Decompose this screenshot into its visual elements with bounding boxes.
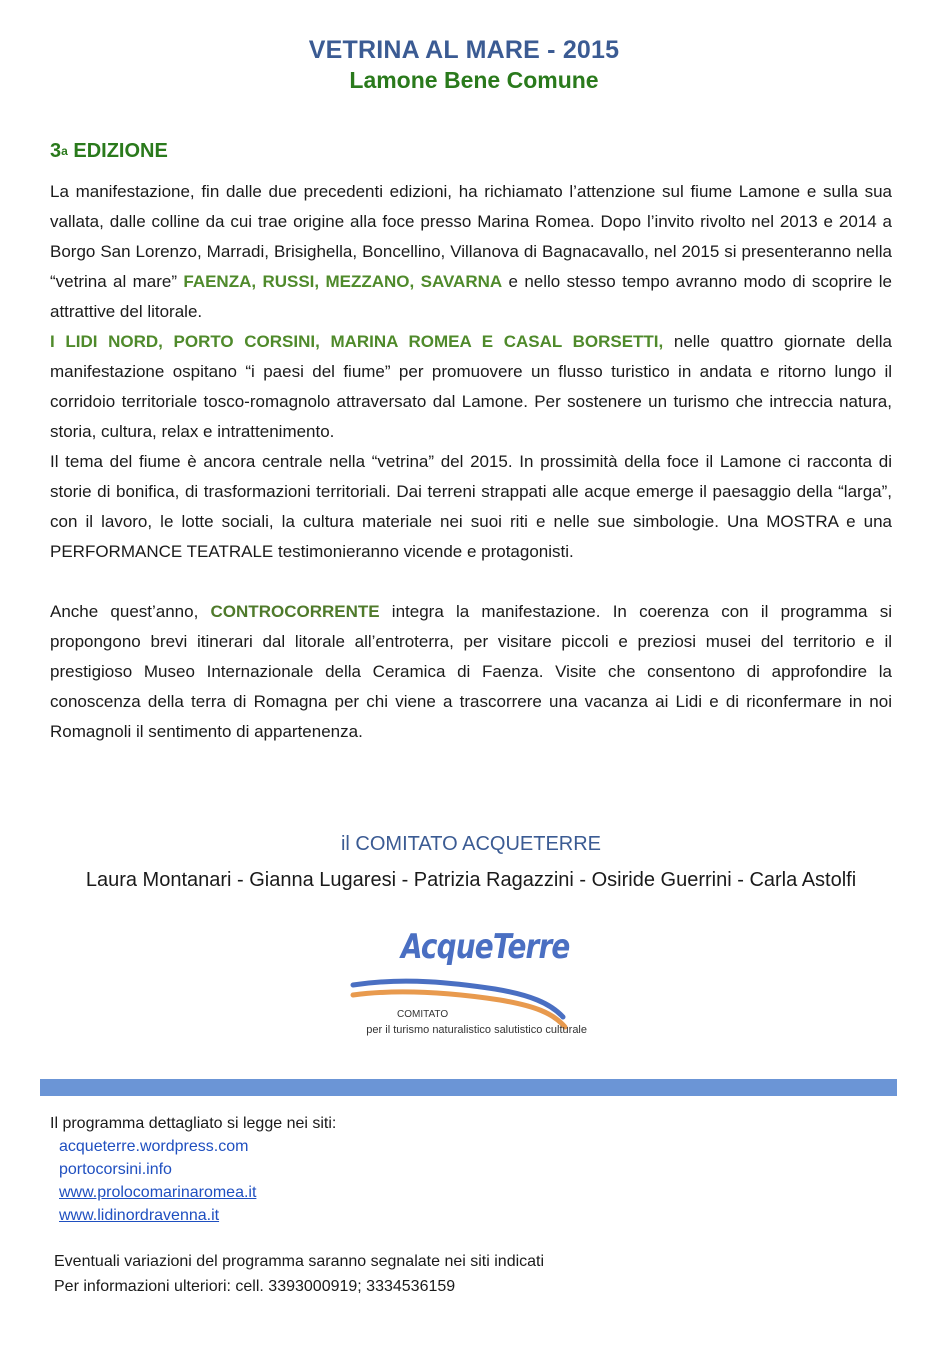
program-info-label: Il programma dettagliato si legge nei siti: [50, 1115, 337, 1132]
footer-contacts: Per informazioni ulteriori: cell. 3393000919; 3334536159 [54, 1278, 456, 1295]
highlight-controcorrente: CONTROCORRENTE [210, 602, 380, 621]
program-info [50, 1112, 336, 1227]
footer [54, 1249, 544, 1299]
edition-number: 3 [50, 140, 62, 162]
paragraph-gap [50, 567, 892, 597]
footer-variations: Eventuali variazioni del programma saranno segnalate nei siti indicati [54, 1253, 545, 1270]
paragraph-places-text: nelle quattro giornate della manifestazione ospitano “i paesi del fiume” per promuovere un flusso turistico in andata e ritorno lungo il corridoio territoriale tosco-romagnolo attraversato dal Lamone. Per sostenere un turismo che intreccia natura, storia, cultura, relax e intrattenimento. [50, 332, 892, 441]
link-portocorsini[interactable]: portocorsini.info [59, 1161, 172, 1178]
logo-brand-text: AcqueTerre [401, 927, 570, 967]
paragraph-controcorrente-text: Anche quest’anno, [50, 602, 211, 621]
paragraph-controcorrente-text-end: integra la manifestazione. In coerenza con il programma si propongono brevi itinerari dal litorale all’entroterra, per visitare piccoli e preziosi musei del territorio e il prestigioso Museo Internazionale della Ceramica di Faenza. Visite che consentono di approfondire la conoscenza della terra di Romagna per chi viene a trascorrere una vacanza ai Lidi e di riconfermare in noi Romagnoli il sentimento di appartenenza. [50, 602, 892, 741]
paragraph-theme: Il tema del fiume è ancora centrale nella “vetrina” del 2015. In prossimità della foce il Lamone ci racconta di storie di bonifica, di trasformazioni territoriali. Dai terreni strappati alle acque emerge il paesaggio della “larga”, con il lavoro, le lotte sociali, la cultura materiale nei suoi riti e nelle sue simbologie. Una MOSTRA e una PERFORMANCE TEATRALE testimonieranno vicende e protagonisti. [50, 452, 892, 561]
divider-bar [40, 1079, 897, 1096]
page-title: VETRINA AL MARE - 2015 [308, 36, 620, 64]
link-prolocomarinaromea[interactable]: www.prolocomarinaromea.it [59, 1184, 257, 1201]
committee-title: il COMITATO ACQUETERRE [340, 833, 602, 855]
paragraph-intro [50, 177, 892, 327]
link-lidinordravenna[interactable]: www.lidinordravenna.it [59, 1207, 220, 1224]
logo-description: per il turismo naturalistico salutistico culturale [366, 1024, 587, 1036]
logo-comitato: COMITATO [397, 1009, 449, 1020]
edition-heading [50, 140, 168, 163]
paragraph-controcorrente [50, 597, 892, 747]
paragraph-places [50, 327, 892, 447]
acqueterre-logo [335, 925, 595, 1040]
paragraph-intro-text: La manifestazione, fin dalle due precedenti edizioni, ha richiamato l’attenzione sul fiume Lamone e sulla sua vallata, dalle colline da cui trae origine alla foce presso Marina Romea. Dopo l’invito rivolto nel 2013 e 2014 a Borgo San Lorenzo, Marradi, Brisighella, Boncellino, Villanova di Bagnacavallo, nel 2015 si presenteranno nella “vetrina al mare” [50, 182, 892, 291]
title-block [0, 36, 928, 94]
highlight-towns: FAENZA, RUSSI, MEZZANO, SAVARNA [183, 272, 503, 291]
edition-ordinal: a [61, 144, 68, 158]
logo-waves-icon [335, 955, 595, 1035]
link-acqueterre[interactable]: acqueterre.wordpress.com [59, 1138, 249, 1155]
edition-label: EDIZIONE [73, 140, 168, 162]
committee-names: Laura Montanari - Gianna Lugaresi - Patrizia Ragazzini - Osiride Guerrini - Carla Astolfi [85, 869, 857, 891]
body-text [50, 177, 892, 747]
highlight-places: I LIDI NORD, PORTO CORSINI, MARINA ROMEA E CASAL BORSETTI, [50, 332, 664, 351]
page-subtitle: Lamone Bene Comune [349, 67, 599, 93]
paragraph-intro-text-end: e nello stesso tempo avranno modo di scoprire le attrattive del litorale. [50, 272, 892, 321]
